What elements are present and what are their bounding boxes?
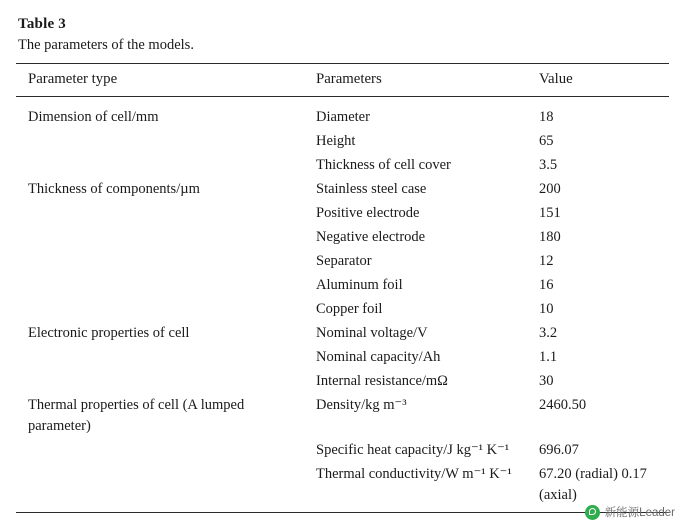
table-row: [16, 178, 669, 202]
table-row: [16, 226, 669, 250]
table-row: [16, 463, 669, 513]
cell-parameter: Positive electrode: [316, 205, 420, 221]
cell-parameter: Internal resistance/mΩ: [316, 373, 448, 389]
cell-parameter: Height: [316, 133, 356, 149]
cell-value: 65: [539, 133, 554, 149]
cell-value: 12: [539, 253, 554, 269]
table-number: Table 3: [18, 16, 66, 32]
cell-parameter: Nominal voltage/V: [316, 325, 428, 341]
cell-parameter: Density/kg m⁻³: [316, 397, 407, 413]
table-row: [16, 97, 669, 130]
cell-value: 151: [539, 205, 561, 221]
watermark-label: 新能源Leader: [604, 507, 675, 519]
leaf-logo-icon: [585, 505, 600, 520]
cell-parameter: Copper foil: [316, 301, 383, 317]
column-header-value: Value: [527, 64, 669, 97]
cell-parameter-type: [16, 439, 304, 463]
cell-parameter-type: [16, 370, 304, 394]
cell-parameter-type: [16, 298, 304, 322]
table-header: [16, 64, 669, 97]
cell-parameter-type: [16, 202, 304, 226]
cell-value: 30: [539, 373, 554, 389]
cell-parameter-type: [16, 226, 304, 250]
column-header-parameter-type: Parameter type: [16, 64, 304, 97]
cell-parameter: Specific heat capacity/J kg⁻¹ K⁻¹: [316, 442, 510, 458]
cell-parameter: Stainless steel case: [316, 181, 427, 197]
cell-parameter-type: Thickness of components/µm: [28, 181, 200, 197]
table-header-row: [16, 64, 669, 97]
cell-value: 3.5: [539, 157, 558, 173]
table-caption: The parameters of the models.: [18, 37, 194, 53]
parameters-table: [16, 63, 669, 512]
table-row: [16, 322, 669, 346]
table-row: [16, 130, 669, 154]
cell-parameter: Thickness of cell cover: [316, 157, 451, 173]
table-row: [16, 274, 669, 298]
cell-parameter-type: [16, 154, 304, 178]
table-row: [16, 394, 669, 439]
column-header-parameters: Parameters: [304, 64, 527, 97]
cell-parameter: Thermal conductivity/W m⁻¹ K⁻¹: [316, 466, 512, 482]
table-row: [16, 202, 669, 226]
cell-value: 696.07: [539, 442, 579, 458]
cell-parameter-type: [16, 130, 304, 154]
table-bottom-rule: [16, 512, 669, 513]
cell-parameter: Aluminum foil: [316, 277, 403, 293]
cell-parameter-type: Dimension of cell/mm: [28, 109, 159, 125]
table-row: [16, 298, 669, 322]
cell-parameter: Separator: [316, 253, 372, 269]
table-row: [16, 154, 669, 178]
cell-value: 3.2: [539, 325, 558, 341]
table-body: [16, 97, 669, 513]
cell-parameter: Nominal capacity/Ah: [316, 349, 441, 365]
cell-value: 1.1: [539, 349, 558, 365]
watermark: [585, 504, 675, 520]
cell-parameter: Diameter: [316, 109, 370, 125]
table-row: [16, 370, 669, 394]
cell-parameter: Negative electrode: [316, 229, 426, 245]
cell-value: 180: [539, 229, 561, 245]
cell-value: 67.20 (radial) 0.17 (axial): [539, 466, 647, 503]
cell-value: 2460.50: [539, 397, 587, 413]
cell-value: 18: [539, 109, 554, 125]
cell-parameter-type: Thermal properties of cell (A lumped parameter): [28, 397, 245, 434]
cell-value: 200: [539, 181, 561, 197]
cell-parameter-type: Electronic properties of cell: [28, 325, 190, 341]
table-row: [16, 439, 669, 463]
cell-value: 16: [539, 277, 554, 293]
cell-parameter-type: [16, 463, 304, 513]
cell-parameter-type: [16, 250, 304, 274]
cell-parameter-type: [16, 346, 304, 370]
cell-parameter-type: [16, 274, 304, 298]
table-row: [16, 250, 669, 274]
cell-value: 10: [539, 301, 554, 317]
table-row: [16, 346, 669, 370]
